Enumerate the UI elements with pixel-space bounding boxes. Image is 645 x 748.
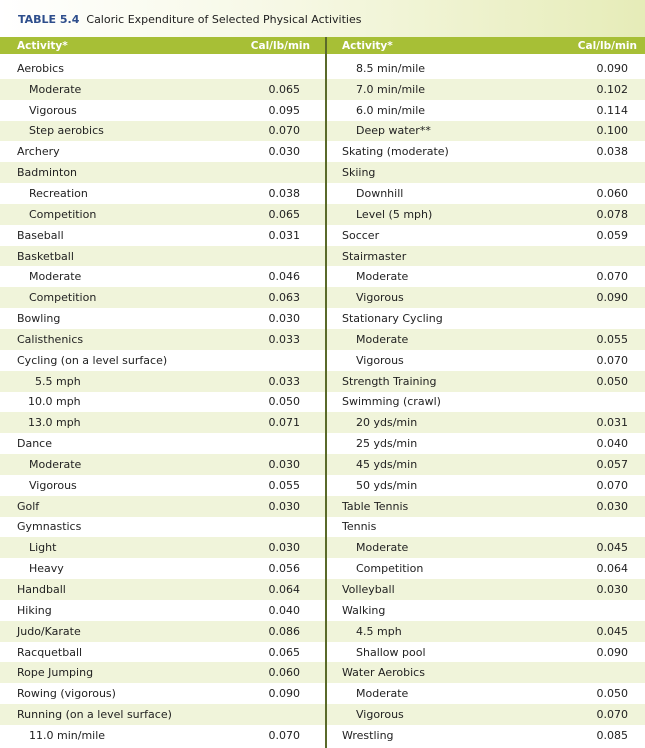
value-cell: 0.065 — [268, 82, 300, 96]
value-header: Cal/lb/min — [577, 39, 637, 52]
table-row — [327, 204, 645, 225]
value-cell: 0.114 — [596, 103, 628, 117]
activity-cell: Vigorous — [356, 708, 404, 722]
table-row — [327, 162, 645, 183]
table-row — [327, 350, 645, 371]
value-cell: 0.085 — [596, 728, 628, 742]
activity-cell: Racquetball — [17, 645, 83, 659]
value-cell: 0.038 — [268, 186, 300, 200]
table-row — [0, 162, 325, 183]
value-cell: 0.086 — [268, 624, 300, 638]
table-row — [0, 579, 325, 600]
value-cell: 0.030 — [268, 312, 300, 326]
value-cell: 0.057 — [596, 457, 628, 471]
activity-cell: Vigorous — [29, 478, 77, 492]
table-row — [0, 412, 325, 433]
value-cell: 0.078 — [596, 207, 628, 221]
activity-cell: 45 yds/min — [356, 457, 418, 471]
table-row — [327, 225, 645, 246]
table-row — [0, 183, 325, 204]
table-row — [327, 642, 645, 663]
table-row — [0, 496, 325, 517]
activity-cell: 11.0 min/mile — [29, 728, 106, 742]
table-number: TABLE 5.4 — [18, 13, 80, 26]
table-row — [0, 121, 325, 142]
activity-cell: Downhill — [356, 186, 404, 200]
activity-cell: Competition — [29, 207, 97, 221]
activity-cell: Moderate — [29, 457, 82, 471]
value-cell: 0.100 — [596, 124, 628, 138]
activity-cell: 5.5 mph — [35, 374, 81, 388]
table-row — [327, 496, 645, 517]
activity-cell: 20 yds/min — [356, 416, 418, 430]
table-row — [327, 579, 645, 600]
right-rows — [327, 58, 645, 746]
table-row — [327, 475, 645, 496]
activity-cell: Table Tennis — [342, 499, 409, 513]
value-cell: 0.095 — [268, 103, 300, 117]
value-cell: 0.090 — [268, 687, 300, 701]
table-row — [0, 662, 325, 683]
value-cell: 0.030 — [596, 583, 628, 597]
table-row — [327, 79, 645, 100]
table-row — [327, 412, 645, 433]
activity-cell: Moderate — [356, 270, 409, 284]
value-cell: 0.040 — [596, 437, 628, 451]
value-cell: 0.050 — [268, 395, 300, 409]
activity-cell: Tennis — [342, 520, 377, 534]
table-row — [327, 683, 645, 704]
activity-cell: Archery — [17, 145, 60, 159]
activity-cell: Dance — [17, 437, 52, 451]
table-row — [0, 141, 325, 162]
activity-cell: Competition — [29, 291, 97, 305]
table-row — [327, 454, 645, 475]
activity-cell: Gymnastics — [17, 520, 82, 534]
value-cell: 0.055 — [268, 478, 300, 492]
value-cell: 0.070 — [596, 270, 628, 284]
table-row — [327, 371, 645, 392]
activity-cell: 50 yds/min — [356, 478, 418, 492]
activity-cell: Walking — [342, 603, 386, 617]
value-cell: 0.030 — [596, 499, 628, 513]
table-row — [0, 225, 325, 246]
table-row — [327, 600, 645, 621]
activity-cell: Competition — [356, 562, 424, 576]
value-cell: 0.033 — [268, 332, 300, 346]
table-row — [0, 475, 325, 496]
table-row — [327, 662, 645, 683]
table-row — [327, 517, 645, 538]
table-row — [0, 704, 325, 725]
value-cell: 0.070 — [268, 124, 300, 138]
activity-cell: Level (5 mph) — [356, 207, 433, 221]
value-cell: 0.070 — [596, 353, 628, 367]
activity-cell: Light — [29, 541, 57, 555]
table-row — [327, 121, 645, 142]
table-row — [0, 558, 325, 579]
value-cell: 0.046 — [268, 270, 300, 284]
table-row — [0, 287, 325, 308]
value-cell: 0.050 — [596, 374, 628, 388]
table-row — [0, 454, 325, 475]
left-rows — [0, 58, 325, 746]
activity-cell: Deep water** — [356, 124, 431, 138]
table-row — [327, 433, 645, 454]
activity-cell: 8.5 min/mile — [356, 61, 426, 75]
table-row — [327, 725, 645, 746]
activity-cell: Step aerobics — [29, 124, 104, 138]
value-cell: 0.065 — [268, 645, 300, 659]
activity-cell: Aerobics — [17, 61, 64, 75]
value-cell: 0.060 — [596, 186, 628, 200]
value-cell: 0.031 — [596, 416, 628, 430]
table-row — [0, 58, 325, 79]
activity-cell: Recreation — [29, 186, 88, 200]
value-cell: 0.030 — [268, 145, 300, 159]
activity-header: Activity* — [17, 39, 68, 52]
activity-cell: Calisthenics — [17, 332, 84, 346]
value-cell: 0.055 — [596, 332, 628, 346]
value-cell: 0.071 — [268, 416, 300, 430]
activity-cell: Handball — [17, 583, 66, 597]
value-cell: 0.050 — [596, 687, 628, 701]
activity-cell: 7.0 min/mile — [356, 82, 426, 96]
table-row — [327, 392, 645, 413]
activity-cell: Water Aerobics — [342, 666, 425, 680]
activity-cell: Golf — [17, 499, 40, 513]
activity-cell: Hiking — [17, 603, 52, 617]
activity-cell: Volleyball — [342, 583, 395, 597]
activity-cell: 10.0 mph — [28, 395, 81, 409]
value-cell: 0.038 — [596, 145, 628, 159]
table-row — [327, 621, 645, 642]
right-header-row — [327, 37, 645, 58]
value-cell: 0.090 — [596, 291, 628, 305]
value-cell: 0.090 — [596, 61, 628, 75]
activity-cell: Rope Jumping — [17, 666, 94, 680]
value-cell: 0.045 — [596, 624, 628, 638]
activity-cell: Heavy — [29, 562, 64, 576]
value-cell: 0.031 — [268, 228, 300, 242]
table-row — [327, 329, 645, 350]
activity-cell: Skiing — [342, 166, 376, 180]
activity-cell: Moderate — [356, 687, 409, 701]
value-cell: 0.102 — [596, 82, 628, 96]
activity-cell: Stationary Cycling — [342, 312, 443, 326]
value-cell: 0.030 — [268, 499, 300, 513]
activity-cell: 6.0 min/mile — [356, 103, 426, 117]
table-row — [0, 392, 325, 413]
activity-cell: Cycling (on a level surface) — [17, 353, 168, 367]
activity-cell: Stairmaster — [342, 249, 407, 263]
table-title — [0, 0, 645, 37]
activity-cell: Swimming (crawl) — [342, 395, 441, 409]
value-cell: 0.065 — [268, 207, 300, 221]
value-cell: 0.030 — [268, 457, 300, 471]
table-row — [0, 329, 325, 350]
activity-cell: Basketball — [17, 249, 74, 263]
table-row — [327, 58, 645, 79]
activity-cell: Rowing (vigorous) — [17, 687, 116, 701]
table-row — [327, 246, 645, 267]
table-row — [327, 266, 645, 287]
table-caption: Caloric Expenditure of Selected Physical Activities — [86, 13, 362, 26]
table-row — [0, 433, 325, 454]
right-column — [327, 37, 645, 748]
table-row — [0, 100, 325, 121]
activity-cell: Bowling — [17, 312, 61, 326]
activity-cell: Skating (moderate) — [342, 145, 449, 159]
table-row — [0, 79, 325, 100]
table-row — [0, 537, 325, 558]
table-row — [0, 350, 325, 371]
activity-cell: Judo/Karate — [17, 624, 81, 638]
table-row — [0, 371, 325, 392]
activity-cell: Wrestling — [342, 728, 394, 742]
value-header: Cal/lb/min — [250, 39, 310, 52]
table-row — [0, 621, 325, 642]
activity-cell: Moderate — [29, 82, 82, 96]
activity-cell: Badminton — [17, 166, 78, 180]
table-row — [327, 558, 645, 579]
activity-cell: Vigorous — [29, 103, 77, 117]
value-cell: 0.030 — [268, 541, 300, 555]
activity-cell: Moderate — [29, 270, 82, 284]
table-row — [327, 308, 645, 329]
table-row — [0, 725, 325, 746]
value-cell: 0.040 — [268, 603, 300, 617]
table-row — [0, 308, 325, 329]
activity-cell: 13.0 mph — [28, 416, 81, 430]
activity-cell: Vigorous — [356, 353, 404, 367]
table-row — [0, 246, 325, 267]
value-cell: 0.063 — [268, 291, 300, 305]
activity-cell: Soccer — [342, 228, 380, 242]
table-row — [0, 266, 325, 287]
value-cell: 0.090 — [596, 645, 628, 659]
table-row — [327, 287, 645, 308]
table-row — [327, 537, 645, 558]
table-row — [0, 683, 325, 704]
activity-cell: Running (on a level surface) — [17, 708, 172, 722]
table-row — [0, 600, 325, 621]
value-cell: 0.070 — [596, 478, 628, 492]
value-cell: 0.064 — [596, 562, 628, 576]
table-row — [0, 642, 325, 663]
left-column — [0, 37, 327, 748]
table-row — [327, 704, 645, 725]
activity-cell: Moderate — [356, 541, 409, 555]
value-cell: 0.059 — [596, 228, 628, 242]
activity-cell: Moderate — [356, 332, 409, 346]
activity-cell: Strength Training — [342, 374, 437, 388]
table-row — [327, 183, 645, 204]
activity-table — [0, 37, 645, 748]
table-row — [0, 204, 325, 225]
activity-cell: 25 yds/min — [356, 437, 418, 451]
activity-cell: Baseball — [17, 228, 64, 242]
table-row — [0, 517, 325, 538]
value-cell: 0.033 — [268, 374, 300, 388]
value-cell: 0.045 — [596, 541, 628, 555]
activity-cell: Vigorous — [356, 291, 404, 305]
value-cell: 0.070 — [268, 728, 300, 742]
activity-header: Activity* — [342, 39, 393, 52]
left-header-row — [0, 37, 325, 58]
table-row — [327, 100, 645, 121]
activity-cell: 4.5 mph — [356, 624, 402, 638]
value-cell: 0.060 — [268, 666, 300, 680]
value-cell: 0.056 — [268, 562, 300, 576]
table-row — [327, 141, 645, 162]
activity-cell: Shallow pool — [356, 645, 426, 659]
value-cell: 0.064 — [268, 583, 300, 597]
value-cell: 0.070 — [596, 708, 628, 722]
